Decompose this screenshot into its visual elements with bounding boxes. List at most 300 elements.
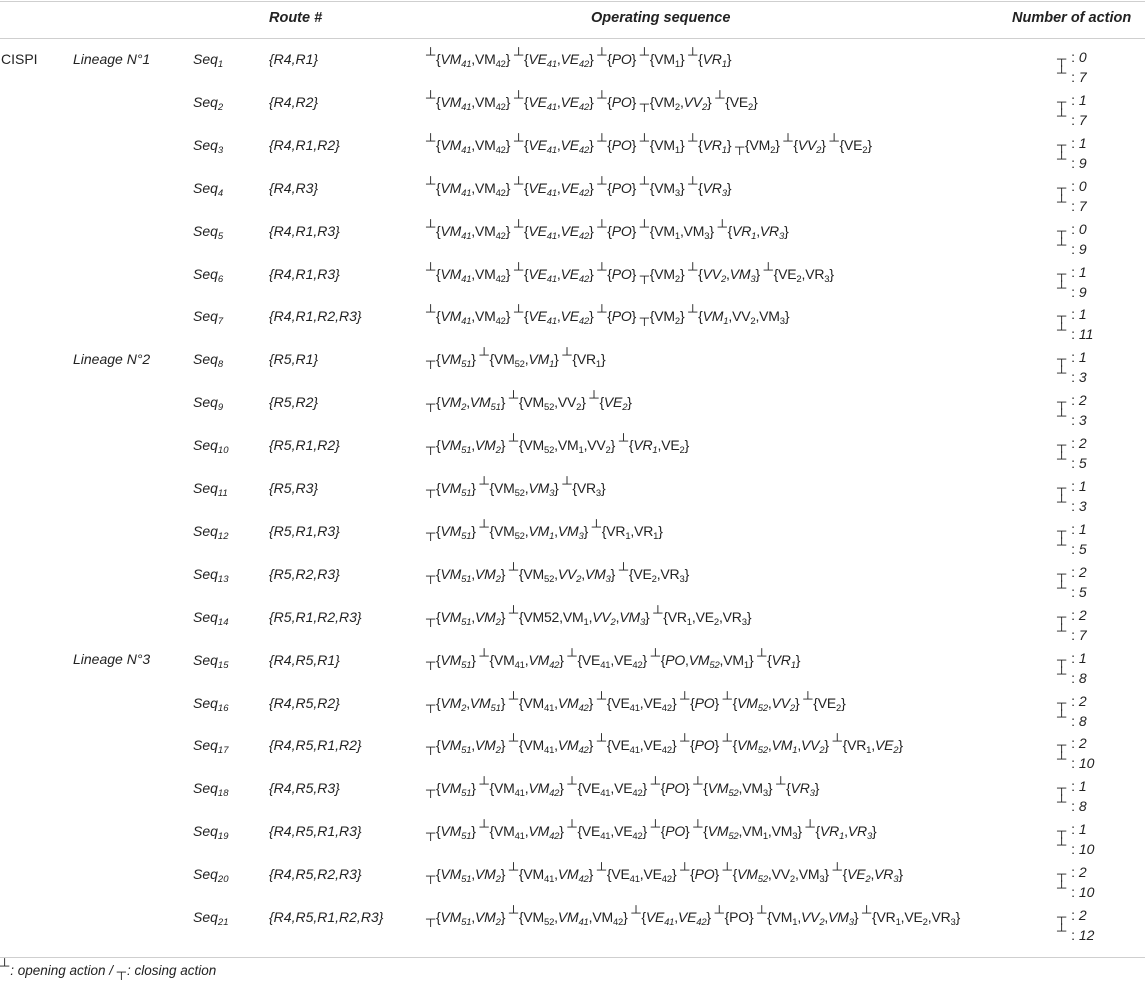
valve-name: $VM_{41}$ [440,51,472,70]
opening-symbol-icon: ┴ [862,905,872,920]
sequence-group: $┴\{VM_{41},VM_{42}\}$ [426,262,511,285]
action-count-cell [1057,349,1145,385]
seq-number: 15 [217,660,229,671]
valve-name: $VE_{42}$ [560,308,590,327]
closing-count-value: 1 [1078,521,1087,537]
valve-name: $VM_{41}$ [440,266,472,285]
valve-name: $VM_3$ [771,823,798,842]
valve-name: $VM_3$ [798,866,825,885]
closing-symbol-icon: ┬ [426,739,436,754]
valve-name: $VM_1$ [702,308,729,327]
valve-name: $VM_3$ [584,566,611,585]
seq-base: Seq [193,394,218,410]
closing-count-value: 2 [1078,435,1087,451]
valve-name: $VM_2$ [474,609,501,628]
valve-name: $VR_3$ [931,909,956,928]
opening-count: ┴ : 9 [1057,237,1087,257]
valve-name: $VM_{52}$ [688,652,720,671]
valve-name: $VM_{52}$ [737,737,768,756]
action-count-cell [1057,864,1145,900]
closing-count: ┬ : 1 [1057,264,1087,281]
seq-base: Seq [193,909,218,925]
valve-name: $VE_{41}$ [528,180,557,199]
seq-base: Seq [193,266,218,282]
opening-symbol-icon: ┴ [1057,65,1067,80]
sequence-group: $┬\{VM_{51}\}$ [426,652,476,671]
valve-name: $VM_{41}$ [440,137,472,156]
closing-symbol-icon: ┬ [426,353,436,368]
closing-symbol-icon: ┬ [116,964,127,979]
closing-symbol-icon: ┬ [639,268,649,283]
opening-symbol-icon: ┴ [688,133,698,148]
closing-count: ┬ : 1 [1057,92,1087,109]
seq-label [193,394,224,413]
valve-name: $VM_1$ [654,51,680,70]
valve-name: $VE_2$ [843,137,868,156]
opening-symbol-icon: ┴ [1057,194,1067,209]
closing-symbol-icon: ┬ [426,911,436,926]
valve-name: $VR_1$ [702,51,727,70]
sequence-group: $┴\{VV_2,VM_3\}$ [688,262,760,285]
seq-base: Seq [193,437,218,453]
opening-count: ┴ : 10 [1057,880,1095,900]
opening-symbol-icon: ┴ [832,862,842,877]
operating-sequence-cell [426,776,820,799]
closing-count: ┬ : 0 [1057,178,1087,195]
seq-base: Seq [193,180,218,196]
closing-count-value: 1 [1078,306,1087,322]
opening-symbol-icon: ┴ [1057,537,1067,552]
valve-name: $VR_3$ [722,609,747,628]
sequence-group: $┴\{VE_2\}$ [829,133,872,156]
opening-symbol-icon: ┴ [693,776,703,791]
opening-symbol-icon: ┴ [513,219,523,234]
action-count-cell [1057,264,1145,300]
valve-name: $VE_{42}$ [643,737,672,756]
valve-name: $VE_{42}$ [560,223,590,242]
valve-name: $VM_{42}$ [474,94,506,113]
valve-name: PO [694,866,715,882]
valve-name: $VM_1$ [723,652,749,671]
sequence-group: $┴\{VR_1,VE_2\}$ [618,433,690,456]
valve-name: $VM_{51}$ [440,609,472,628]
opening-symbol-icon: ┴ [715,90,725,105]
action-count-cell [1057,49,1145,85]
sequence-group: $┴\{VM_{41},VM_{42}\}$ [426,304,511,327]
sequence-group: $┴\{VR_1\}$ [757,648,801,671]
opening-symbol-icon: ┴ [1057,237,1067,252]
sequence-group: $┴\{VR_1,VR_3\}$ [805,819,877,842]
valve-name: $VM_{42}$ [557,737,589,756]
valve-name: $VE_{42}$ [614,823,643,842]
sequence-group: ┴{PO} [650,776,690,796]
opening-symbol-icon: ┴ [1057,322,1067,337]
sequence-group: $┴\{VM_3\}$ [639,176,685,199]
opening-symbol-icon: ┴ [618,433,628,448]
closing-symbol-icon: ┬ [1057,180,1067,195]
closing-count: ┬ : 1 [1057,306,1087,323]
sequence-group: $┴\{VM_{41},VM_{42}\}$ [426,176,511,199]
valve-name: $VM_2$ [474,866,501,885]
sequence-group: $┴\{VE_{41},VE_{42}\}$ [513,90,594,113]
header-route: Route # [269,10,323,26]
sequence-group: $┴\{VR_1,VE_2\}$ [832,733,903,756]
seq-base: Seq [193,308,218,324]
valve-name: $VE_2$ [847,866,871,885]
valve-name: $VM_2$ [654,266,680,285]
operating-sequence-cell [426,47,732,70]
valve-name: $VE_2$ [603,394,628,413]
seq-number: 6 [217,274,224,285]
operating-sequence-cell [426,390,632,413]
closing-symbol-icon: ┬ [1057,652,1067,667]
valve-name: $VR_3$ [759,223,785,242]
closing-count-value: 1 [1078,264,1087,280]
seq-label [193,266,224,285]
valve-name: $VM_1$ [742,823,768,842]
table-top-rule [0,1,1145,2]
sequence-group: $┴\{VM_{52},VM_{41},VM_{42}\}$ [508,905,628,928]
seq-number: 13 [217,574,229,585]
sequence-group: $┴\{VM_{41},VM_{42}\}$ [426,133,511,156]
seq-label [193,351,224,370]
operating-sequence-cell [426,176,732,199]
opening-symbol-icon: ┴ [597,176,607,191]
seq-number: 9 [217,402,224,413]
closing-symbol-icon: ┬ [1057,823,1067,838]
opening-symbol-icon: ┴ [757,648,767,663]
closing-symbol-icon: ┬ [426,439,436,454]
closing-count: ┬ : 2 [1057,564,1087,581]
sequence-group: $┬\{VM_{51}\}$ [426,480,476,499]
valve-name: $VE_{41}$ [528,94,557,113]
sequence-group: $┴\{VM_{41},VM_{42}\}$ [426,90,511,113]
valve-name: $VE_{41}$ [528,51,557,70]
opening-count: ┴ : 12 [1057,923,1095,943]
seq-number: 4 [217,188,224,199]
sequence-group: $┴\{VE_{41},VE_{42}\}$ [631,905,711,928]
valve-name: $VR_1$ [634,523,659,542]
operating-sequence-cell [426,519,663,542]
valve-name: $VM_{51}$ [440,351,472,370]
opening-symbol-icon: ┴ [1057,451,1067,466]
valve-name: $VV_2$ [557,394,582,413]
closing-count: ┬ : 1 [1057,349,1087,366]
valve-name: $VM_{51}$ [440,652,472,671]
sequence-group: $┴\{VM_{52},VV_2\}$ [722,691,800,714]
valve-name: $VM_2$ [474,437,501,456]
opening-count: ┴ : 8 [1057,666,1087,686]
opening-symbol-icon: ┴ [479,347,489,362]
opening-count: ┴ : 7 [1057,623,1087,643]
valve-name: $VE_{41}$ [611,695,640,714]
table-header-rule [0,38,1145,39]
sequence-group: ┴{PO} [680,733,719,753]
valve-name: $VM_{42}$ [474,266,506,285]
valve-name: $VM_{51}$ [440,480,472,499]
opening-count: ┴ : 3 [1057,494,1087,514]
closing-count: ┬ : 2 [1057,864,1087,881]
valve-name: $VR_1$ [732,223,757,242]
opening-count-value: 7 [1078,627,1087,643]
sequence-group: $┴\{VR_3\}$ [776,776,820,799]
valve-name: $VM_{42}$ [474,308,506,327]
valve-name: $VR_1$ [702,137,727,156]
valve-name: $VE_2$ [695,609,719,628]
opening-symbol-icon: ┴ [639,176,649,191]
valve-name: $VM_{52}$ [737,866,768,885]
valve-name: PO [611,137,632,153]
valve-name: $VM_{42}$ [474,51,506,70]
seq-base: Seq [193,51,218,67]
closing-symbol-icon: ┬ [1057,695,1067,710]
sequence-group: $┴\{VE_{41},VE_{42}\}$ [513,219,594,242]
sequence-group: $┴\{VM_{52},VM_1,VV_2\}$ [508,433,616,456]
valve-name: $VM_{41}$ [523,695,555,714]
seq-base: Seq [193,223,218,239]
closing-count: ┬ : 1 [1057,650,1087,667]
valve-name: $VE_{42}$ [560,51,590,70]
valve-name: $VM_{41}$ [493,652,525,671]
sequence-group: $┬\{VM_2\}$ [735,137,780,156]
sequence-group: $┴\{VM_{41},VM_{42}\}$ [508,691,594,714]
sequence-group: $┴\{VM_1\}$ [639,47,685,70]
opening-symbol-icon: ┴ [426,219,436,234]
closing-symbol-icon: ┬ [426,825,436,840]
sequence-group: $┬\{VM_{51}\}$ [426,780,476,799]
opening-count-value: 11 [1078,326,1094,342]
opening-symbol-icon: ┴ [426,133,436,148]
closing-count: ┬ : 2 [1057,735,1087,752]
valve-name: $VM_3$ [557,523,584,542]
valve-name: $VE_{41}$ [611,737,640,756]
sequence-group: $┬\{VM_{51}\}$ [426,823,476,842]
valve-name: $VM_1$ [557,437,584,456]
sequence-group: $┴\{VM_{52},VV_2,VM_3\}$ [722,862,829,885]
valve-name: $VM_1$ [528,351,555,370]
closing-symbol-icon: ┬ [426,868,436,883]
action-count-cell [1057,821,1145,857]
sequence-group: $┴\{VM_{52},VM_1,VV_2\}$ [722,733,829,756]
seq-number: 11 [217,488,228,499]
sequence-group: $┴\{VE_2,VR_3\}$ [763,262,834,285]
valve-name: $VM_{41}$ [440,223,472,242]
valve-name: $VM_{41}$ [557,909,589,928]
operating-sequence-cell [426,691,846,714]
header-operating-sequence: Operating sequence [591,10,731,26]
valve-name: $VE_{41}$ [528,223,557,242]
opening-symbol-icon: ┴ [596,691,606,706]
closing-symbol-icon: ┬ [1057,351,1067,366]
opening-symbol-icon: ┴ [562,476,572,491]
closing-count-value: 2 [1078,693,1087,709]
seq-base: Seq [193,823,218,839]
opening-symbol-icon: ┴ [426,90,436,105]
valve-name: PO [611,180,632,196]
seq-label [193,437,229,456]
seq-base: Seq [193,137,218,153]
route-cell: {R4,R5,R1} [269,652,340,668]
valve-name: PO [694,695,715,711]
closing-count-value: 1 [1078,92,1087,108]
sequence-group: $┬\{VM_{51}\}$ [426,351,476,370]
sequence-group: $┬\{VM_{51},VM_2\}$ [426,566,506,585]
sequence-group: $┴\{VR_1\}$ [688,133,732,156]
opening-count-value: 5 [1078,584,1087,600]
action-count-cell [1057,693,1145,729]
valve-name: $VM_{51}$ [440,437,472,456]
opening-symbol-icon: ┴ [508,691,518,706]
valve-name: $VE_{42}$ [560,94,590,113]
valve-name: $VM_{51}$ [469,394,501,413]
sequence-group: ┴{PO} [597,262,637,282]
opening-count-value: 10 [1078,884,1095,900]
opening-symbol-icon: ┴ [513,262,523,277]
valve-name: $VE_2$ [633,566,657,585]
action-count-cell [1057,778,1145,814]
action-count-cell [1057,650,1145,686]
valve-name: $VE_{41}$ [528,308,557,327]
valve-name: $VM_2$ [474,566,501,585]
closing-symbol-icon: ┬ [426,482,436,497]
opening-symbol-icon: ┴ [597,262,607,277]
operating-sequence-cell [426,819,877,842]
valve-name: $VM_{41}$ [523,737,555,756]
opening-symbol-icon: ┴ [508,605,518,620]
valve-name: $VM_{41}$ [493,823,525,842]
opening-count-value: 12 [1078,927,1095,943]
valve-name: PO [611,266,632,282]
valve-name: $VM_{52}$ [493,523,525,542]
opening-count: ┴ : 7 [1057,65,1087,85]
opening-symbol-icon: ┴ [508,905,518,920]
opening-symbol-icon: ┴ [426,262,436,277]
opening-count-value: 3 [1078,412,1087,428]
sequence-group: ┴{PO} [597,176,637,196]
valve-name: $VV_2$ [702,266,727,285]
seq-base: Seq [193,351,218,367]
opening-symbol-icon: ┴ [562,347,572,362]
opening-symbol-icon: ┴ [596,862,606,877]
opening-symbol-icon: ┴ [776,776,786,791]
valve-name: $VV_2$ [592,609,616,628]
route-cell: {R5,R3} [269,480,319,496]
valve-name: $VV_2$ [771,695,795,714]
closing-count: ┬ : 1 [1057,478,1087,495]
operating-sequence-cell [426,347,606,370]
opening-symbol-icon: ┴ [1057,494,1067,509]
closing-count-value: 1 [1078,650,1087,666]
opening-symbol-icon: ┴ [650,819,660,834]
closing-count-value: 2 [1078,564,1087,580]
valve-name: $VV_2$ [557,566,582,585]
seq-label [193,480,228,499]
opening-count-value: 3 [1078,369,1087,385]
sequence-group: $┴\{VV_2\}$ [783,133,826,156]
closing-count-value: 2 [1078,907,1087,923]
closing-count: ┬ : 2 [1057,435,1087,452]
action-count-cell [1057,521,1145,557]
route-cell: {R4,R5,R1,R3} [269,823,362,839]
sequence-group: $┴\{VM_{41},VM_{42}\}$ [479,819,564,842]
closing-symbol-icon: ┬ [426,611,436,626]
valve-name: $VM_3$ [742,780,768,799]
route-cell: {R4,R5,R2,R3} [269,866,362,882]
opening-symbol-icon: ┴ [508,562,518,577]
opening-symbol-icon: ┴ [1057,580,1067,595]
opening-symbol-icon: ┴ [1057,623,1067,638]
valve-name: $VM_1$ [654,137,680,156]
operating-sequence-cell [426,905,961,928]
sequence-group: $┴\{VE_{41},VE_{42}\}$ [596,691,677,714]
seq-base: Seq [193,780,218,796]
valve-name: $VM_{51}$ [440,866,472,885]
valve-name: $VM_1$ [528,523,555,542]
sequence-group: $┴\{VR_1\}$ [688,47,732,70]
valve-name: $VM_{52}$ [523,394,555,413]
valve-name: $VE_{41}$ [611,866,640,885]
operating-sequence-cell [426,262,834,285]
seq-base: Seq [193,652,218,668]
valve-name: $VM_2$ [474,737,501,756]
valve-name: $VM_{42}$ [528,823,560,842]
closing-count-value: 1 [1078,349,1087,365]
action-count-cell [1057,435,1145,471]
opening-symbol-icon: ┴ [722,733,732,748]
opening-symbol-icon: ┴ [597,90,607,105]
opening-symbol-icon: ┴ [680,733,690,748]
valve-name: $VE_{41}$ [528,137,557,156]
valve-name: $VM_3$ [683,223,710,242]
seq-number: 1 [217,59,224,70]
opening-symbol-icon: ┴ [508,862,518,877]
closing-count-value: 2 [1078,735,1087,751]
valve-name: $VM_{51}$ [440,566,472,585]
seq-label [193,180,224,199]
sequence-group: $┴\{VE_2\}$ [803,691,846,714]
opening-symbol-icon: ┴ [832,733,842,748]
action-count-cell [1057,392,1145,428]
valve-name: PO [694,737,715,753]
closing-symbol-icon: ┬ [1057,780,1067,795]
valve-name: $VM_{42}$ [474,137,506,156]
sequence-group: $┬\{VM_{51},VM_2\}$ [426,737,506,756]
valve-name: $VM_{41}$ [440,94,472,113]
opening-symbol-icon: ┴ [722,862,732,877]
valve-name: $VM_3$ [759,308,785,327]
sequence-group: $┬\{VM_2\}$ [639,308,685,327]
valve-name: $VE_{41}$ [528,266,557,285]
seq-label [193,737,229,756]
closing-symbol-icon: ┬ [426,782,436,797]
opening-symbol-icon: ┴ [803,691,813,706]
opening-symbol-icon: ┴ [650,776,660,791]
closing-symbol-icon: ┬ [1057,51,1067,66]
sequence-group: $┴\{VM_{41},VM_{42}\}$ [508,862,594,885]
opening-count-value: 3 [1078,498,1087,514]
valve-name: $VR_1$ [576,351,601,370]
seq-number: 5 [217,231,224,242]
operating-sequence-cell [426,605,752,628]
action-count-cell [1057,478,1145,514]
route-cell: {R5,R2} [269,394,319,410]
valve-name: $VE_{42}$ [560,180,590,199]
valve-name: $VM_{41}$ [440,180,472,199]
action-count-cell [1057,306,1145,342]
valve-name: PO [665,823,686,839]
opening-count: ┴ : 3 [1057,365,1087,385]
closing-symbol-icon: ┬ [639,96,649,111]
